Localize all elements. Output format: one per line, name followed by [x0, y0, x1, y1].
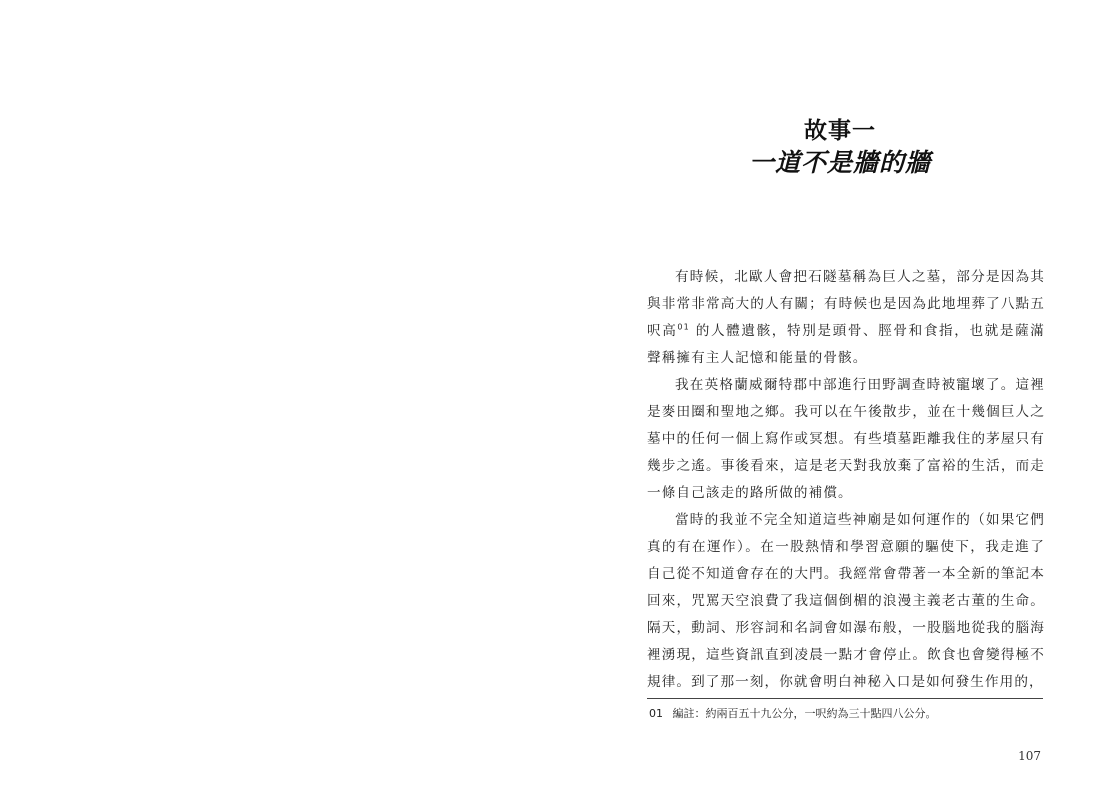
paragraph-1-text-a: 有時候，北歐人會把石隧墓稱為巨人之墓，部分是因為其與非常非常高大的人有關；有時候也是因為此地埋葬了八點五呎高 [647, 269, 1045, 339]
footnote-text: 編註：約兩百五十九公分，一呎約為三十點四八公分。 [672, 707, 937, 720]
chapter-subtitle: 一道不是牆的牆 [748, 148, 931, 177]
footnote-number: 01 [649, 707, 663, 720]
page-number: 107 [1018, 749, 1041, 763]
footnote-reference: 01 [677, 322, 690, 332]
body-text [647, 264, 1045, 696]
paragraph-1-text-b: 的人體遺骸，特別是頭骨、脛骨和食指，也就是薩滿聲稱擁有主人記憶和能量的骨骸。 [647, 323, 1045, 366]
paragraph-3: 當時的我並不完全知道這些神廟是如何運作的（如果它們真的有在運作）。在一股熱情和學習意願的驅使下，我走進了自己從不知道會存在的大門。我經常會帶著一本全新的筆記本回來，咒罵天空浪費了我這個倒楣的浪漫主義老古董的生命。隔天，動詞、形容詞和名詞會如瀑布般，一股腦地從我的腦海裡湧現，這些資訊直到凌晨一點才會停止。飲食也會變得極不規律。到了那一刻，你就會明白神秘入口是如何發生作用的， [647, 512, 1045, 690]
paragraph-2: 我在英格蘭威爾特郡中部進行田野調查時被寵壞了。這裡是麥田圈和聖地之鄉。我可以在午後散步，並在十幾個巨人之墓中的任何一個上寫作或冥想。有些墳墓距離我住的茅屋只有幾步之遙。事後看來，這是老天對我放棄了富裕的生活，而走一條自己該走的路所做的補償。 [647, 377, 1045, 501]
footnote [649, 705, 937, 721]
paragraph-1 [647, 264, 1045, 372]
footnote-divider [647, 698, 1043, 699]
chapter-title: 故事一 [804, 117, 876, 144]
